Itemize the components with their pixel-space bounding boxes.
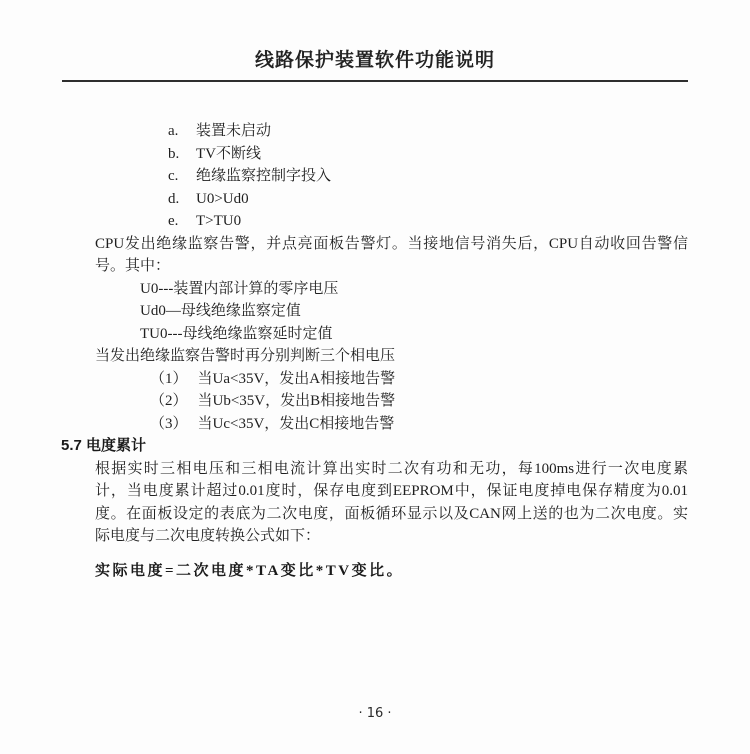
paragraph-line: 根据实时三相电压和三相电流计算出实时二次有功和无功，每100ms进行一次电度累 [95,460,688,477]
section-number: 5.7 [61,437,82,454]
alarm-condition-list [168,120,688,233]
document-title: 线路保护装置软件功能说明 [254,50,495,71]
paragraph-line: CPU发出绝缘监察告警，并点亮面板告警灯。当接地信号消失后，CPU自动收回告警信 [95,235,688,252]
phase-alarm-list [150,368,688,436]
paragraph-line: 计，当电度累计超过0.01度时，保存电度到EEPROM中，保证电度掉电保存精度为0.01 [95,483,688,499]
list-item [168,120,688,143]
list-text: 当Ua<35V，发出A相接地告警 [197,370,396,387]
paragraph-line: 度。在面板设定的表底为二次电度，面板循环显示以及CAN网上送的也为二次电度。实 [95,505,688,522]
list-item [150,413,688,436]
list-item [150,368,688,391]
list-marker: e. [168,213,179,229]
cpu-alarm-paragraph [95,233,688,278]
energy-accumulation-paragraph [95,458,688,548]
list-marker: （3） [150,415,188,432]
definition-item: U0---装置内部计算的零序电压 [140,280,339,297]
list-text: T>TU0 [196,213,242,229]
list-text: U0>Ud0 [196,190,249,207]
section-heading-5-7 [61,435,688,458]
header-rule [62,80,688,82]
definition-list [140,278,688,346]
list-marker: d. [168,190,180,207]
list-text: TV不断线 [196,145,261,162]
list-marker: （2） [150,393,188,409]
paragraph-line: 号。其中： [95,258,171,274]
list-text: 当Uc<35V，发出C相接地告警 [197,415,395,432]
section-title: 电度累计 [86,437,147,454]
list-text: 当Ub<35V，发出B相接地告警 [197,393,396,409]
list-text: 装置未启动 [196,123,272,139]
page-number: · 16 · [358,706,392,721]
conversion-formula: 实际电度=二次电度*TA变比*TV变比。 [95,562,405,579]
list-marker: a. [168,123,179,139]
list-item [168,210,688,233]
judge-line: 当发出绝缘监察告警时再分别判断三个相电压 [95,348,396,364]
list-item [150,390,688,413]
list-item [168,165,688,188]
list-text: 绝缘监察控制字投入 [196,168,332,184]
definition-item: Ud0—母线绝缘监察定值 [140,303,301,319]
list-item [168,143,688,166]
list-marker: （1） [150,370,188,387]
definition-item: TU0---母线绝缘监察延时定值 [140,325,333,342]
list-item [168,188,688,211]
list-marker: c. [168,168,179,184]
paragraph-line: 际电度与二次电度转换公式如下： [95,528,321,544]
document-body [61,120,688,582]
list-marker: b. [168,145,180,162]
